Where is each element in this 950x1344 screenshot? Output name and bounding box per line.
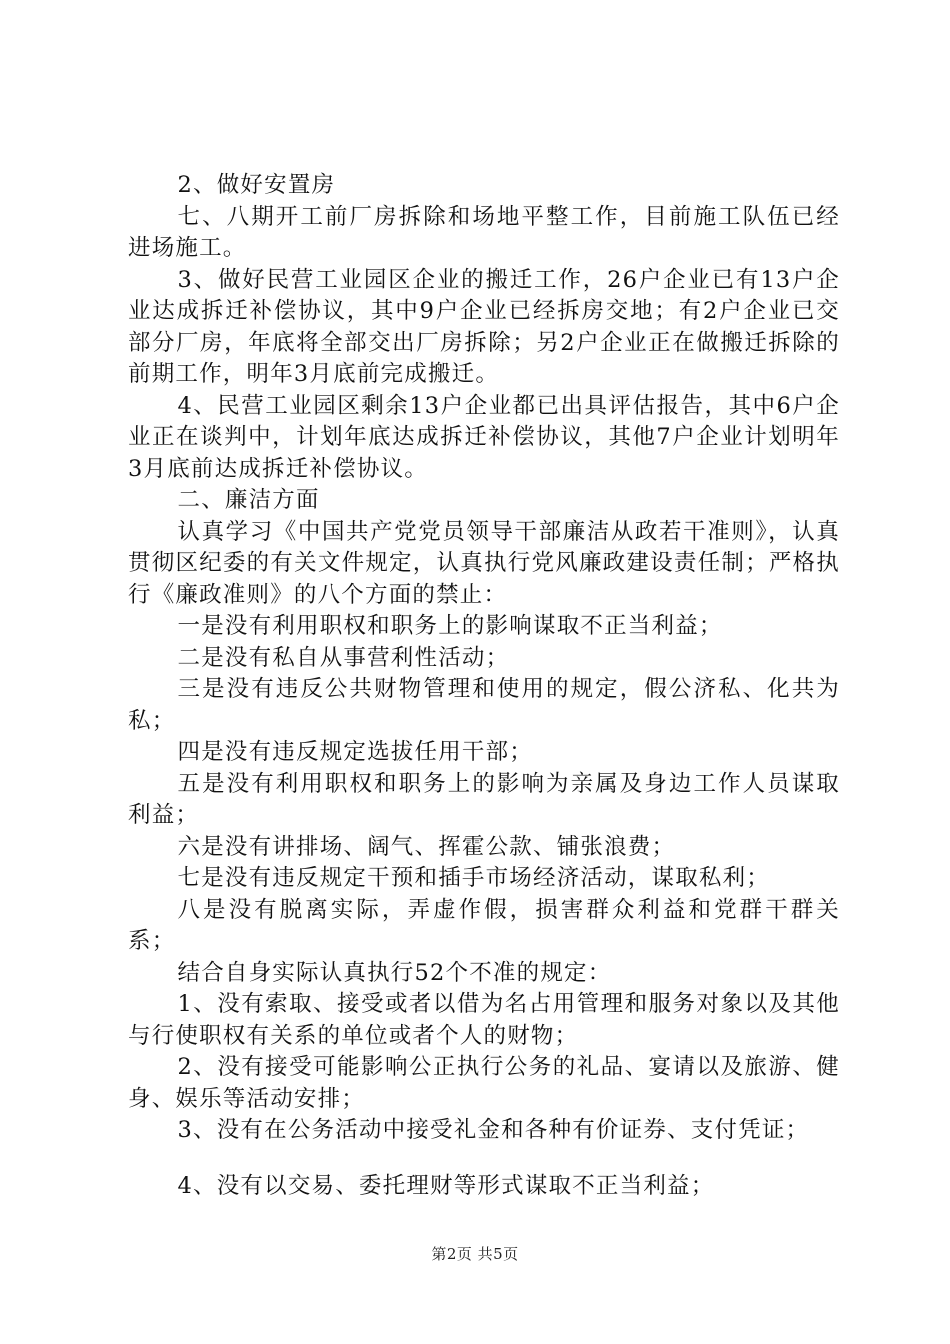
section-heading: 二、廉洁方面 [177,487,320,513]
paragraph: 认真学习《中国共产党党员领导干部廉洁从政若干准则》，认真贯彻区纪委的有关文件规定，认真执行党风廉政建设责任制；严格执行《廉政准则》的八个方面的禁止： [128,518,840,608]
page-footer: 第2页 共5页 [431,1245,519,1263]
list-item: 五是没有利用职权和职务上的影响为亲属及身边工作人员谋取利益； [128,770,840,828]
paragraph: 2、做好安置房 [177,172,336,198]
list-item: 七是没有违反规定干预和插手市场经济活动，谋取私利； [177,865,771,891]
paragraph: 3、做好民营工业园区企业的搬迁工作，26户企业已有13户企业达成拆迁补偿协议，其中9户企业已经拆房交地；有2户企业已交部分厂房，年底将全部交出厂房拆除；另2户企业正在做搬迁拆除的前期工作，明年3月底前完成搬迁。 [128,266,840,387]
document-body [128,170,840,1202]
list-item: 3、没有在公务活动中接受礼金和各种有价证券、支付凭证； [177,1117,810,1143]
list-item: 四是没有违反规定选拔任用干部； [177,739,534,765]
list-item: 一是没有利用职权和职务上的影响谋取不正当利益； [177,613,723,639]
list-item: 1、没有索取、接受或者以借为名占用管理和服务对象以及其他与行使职权有关系的单位或者个人的财物； [128,991,840,1049]
list-item: 二是没有私自从事营利性活动； [177,644,510,671]
list-item: 4、没有以交易、委托理财等形式谋取不正当利益； [177,1172,715,1199]
paragraph: 七、八期开工前厂房拆除和场地平整工作，目前施工队伍已经进场施工。 [128,203,840,261]
list-item: 八是没有脱离实际，弄虚作假，损害群众利益和党群干群关系； [128,896,840,954]
paragraph: 4、民营工业园区剩余13户企业都已出具评估报告，其中6户企业正在谈判中，计划年底达成拆迁补偿协议，其他7户企业计划明年3月底前达成拆迁补偿协议。 [128,392,840,482]
paragraph: 结合自身实际认真执行52个不准的规定： [177,959,612,986]
list-item: 六是没有讲排场、阔气、挥霍公款、铺张浪费； [177,833,676,860]
list-item: 三是没有违反公共财物管理和使用的规定，假公济私、化共为私； [128,676,840,734]
list-item: 2、没有接受可能影响公正执行公务的礼品、宴请以及旅游、健身、娱乐等活动安排； [128,1054,840,1112]
